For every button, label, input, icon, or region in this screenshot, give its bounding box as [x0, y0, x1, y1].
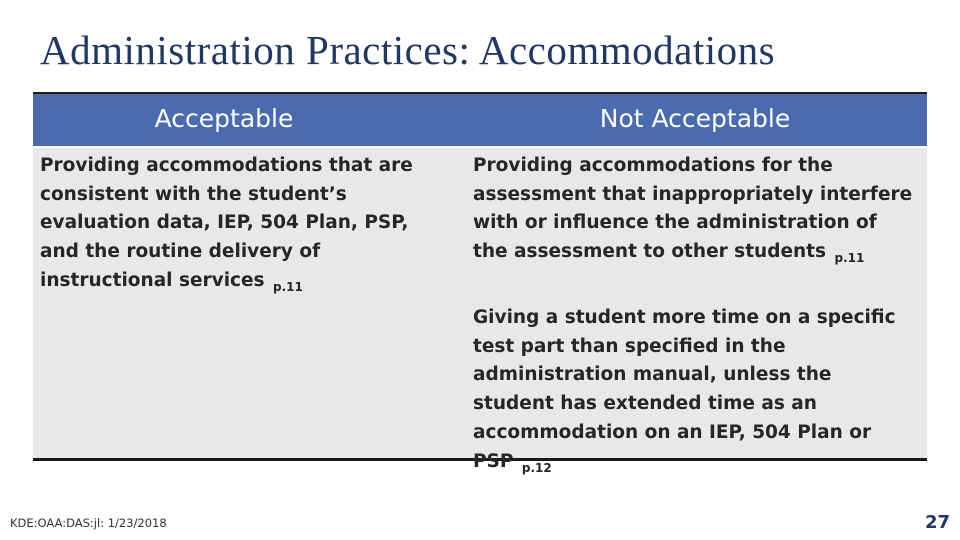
- header-acceptable: Acceptable: [154, 104, 294, 133]
- not-acceptable-item: [473, 152, 913, 268]
- not-acceptable-item-text: Giving a student more time on a specific test part than specified in the administration manual, unless the student has extended time as an accommodation on an IEP, 504 Plan or PSP: [473, 307, 896, 472]
- footer-text: KDE:OAA:DAS:jl: 1/23/2018: [10, 516, 167, 530]
- acceptable-item-text: Providing accommodations that are consistent with the student’s evaluation data, IEP, 504 Plan, PSP, and the routine delivery of instructional services: [40, 155, 413, 291]
- not-acceptable-item-text: Providing accommodations for the assessment that inappropriately interfere with or influence the administration of the assessment to other students: [473, 155, 913, 263]
- page-reference: p.11: [834, 251, 865, 266]
- page-reference: p.11: [273, 279, 303, 294]
- header-not-acceptable: Not Acceptable: [599, 104, 791, 133]
- slide-title: Administration Practices: Accommodations: [40, 27, 776, 73]
- not-acceptable-item: [473, 304, 913, 477]
- page-reference: p.12: [521, 460, 552, 475]
- page-number: 27: [924, 512, 950, 533]
- accommodations-table: [33, 92, 927, 475]
- table-header-row: [33, 94, 927, 148]
- acceptable-item: [40, 152, 440, 297]
